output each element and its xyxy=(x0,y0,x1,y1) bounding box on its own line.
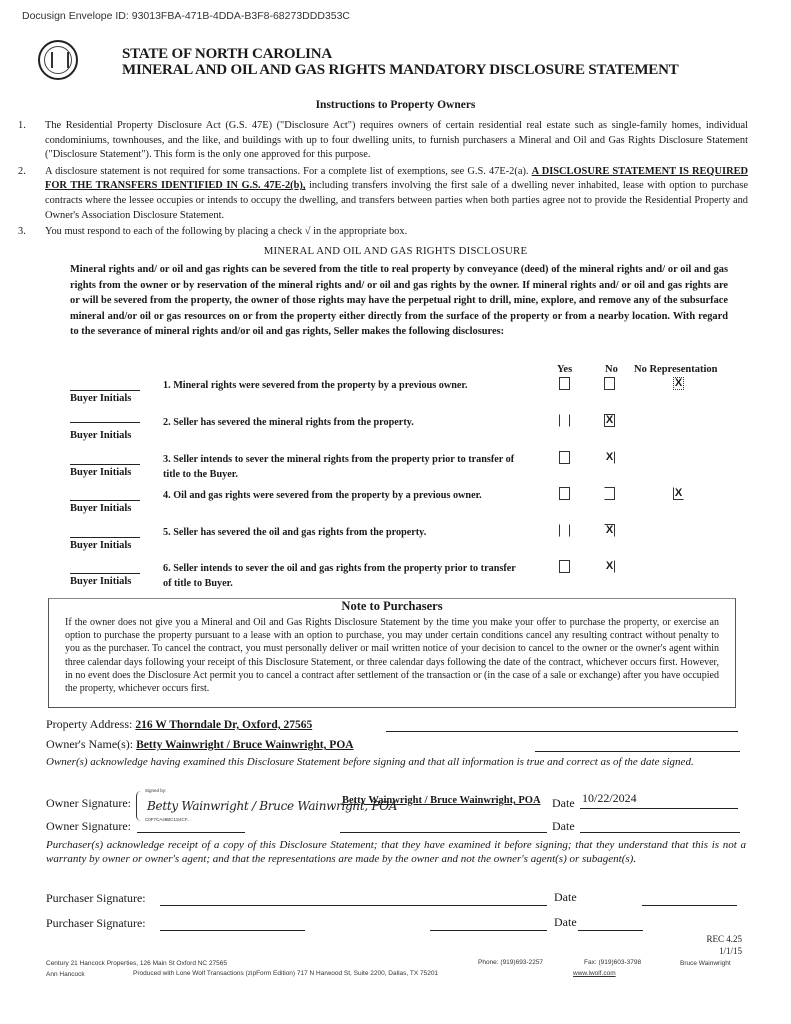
note-heading: Note to Purchasers xyxy=(341,599,443,613)
instruction-text-pre: A disclosure statement is not required for some transactions. For a complete list of exemptions, see G.S. 47E-2(a). xyxy=(45,165,532,177)
question-text: 3. Seller intends to sever the mineral rights from the property prior to transfer of title to the Buyer. xyxy=(163,454,515,480)
purchaser-signature-1-line[interactable] xyxy=(160,905,547,906)
buyer-initials-field[interactable] xyxy=(70,390,140,391)
instruction-text-emphasis: A DISCLOSURE STATEMENT IS REQUIRED FOR THE TRANSFERS IDENTIFIED IN G.S. 47E-2(b), xyxy=(45,165,749,192)
docusign-signature-block[interactable] xyxy=(136,788,398,822)
buyer-initials-label: Buyer Initials xyxy=(70,393,132,404)
purchaser-acknowledgement: Purchaser(s) acknowledge receipt of a copy of this Disclosure Statement; that they have examined it before signing; that they understand that this is not a warranty by owner or owner's agent; and that the representations are made by the owner and not the owner's agent(s) or subagent(s). xyxy=(46,839,746,865)
footer-brokerage: Century 21 Hancock Properties, 126 Main St Oxford NC 27565 xyxy=(46,960,228,967)
owner-signature-2-line-a[interactable] xyxy=(137,832,245,833)
buyer-initials-label: Buyer Initials xyxy=(70,540,132,551)
property-address-line xyxy=(386,731,738,732)
owner-signature-1-date-label: Date xyxy=(552,796,575,810)
title-line-1: STATE OF NORTH CAROLINA xyxy=(122,46,333,62)
question-row-6 xyxy=(0,560,791,598)
buyer-initials-label: Buyer Initials xyxy=(70,467,132,478)
instruction-text: You must respond to each of the following by placing a check √ in the appropriate box. xyxy=(45,226,408,238)
property-address-label: Property Address: xyxy=(46,717,133,731)
purchaser-signature-2-date-label: Date xyxy=(554,915,577,929)
footer-agent: Ann Hancock xyxy=(46,971,85,978)
column-no-representation: No Representation xyxy=(634,364,718,375)
instruction-text-post: including transfers involving the first sale of a dwelling never inhabited, lease with option to purchase contracts where the lessee occupies or intends to occupy the dwelling, and transfers between parties when both parties agree not to provide the Residential Property and Owner's Association Disclosure Statement. xyxy=(45,180,748,221)
footer-phone: Phone: (919)693-2257 xyxy=(478,959,544,966)
question-row-4 xyxy=(0,487,791,525)
question-row-3 xyxy=(0,451,791,489)
checkbox-no[interactable]: X xyxy=(605,560,614,572)
buyer-initials-field[interactable] xyxy=(70,573,140,574)
question-text: 1. Mineral rights were severed from the property by a previous owner. xyxy=(163,380,468,391)
checkbox-no[interactable]: X xyxy=(605,524,614,536)
checkbox-yes[interactable] xyxy=(559,524,570,537)
form-revision: 1/1/15 xyxy=(718,946,742,956)
instruction-text: The Residential Property Disclosure Act (G.S. 47E) ("Disclosure Act") requires owners of certain residential real estate such as single-family homes, individual condominiums, townhouses, and the like, and buildings with up to four dwelling units, to furnish purchasers a Mineral and Oil and Gas Rights Disclosure Statement ("Disclosure Statement"). This form is the only one approved for this purpose. xyxy=(45,120,748,161)
column-no: No xyxy=(605,364,618,375)
disclosure-heading: MINERAL AND OIL AND GAS RIGHTS DISCLOSURE xyxy=(263,245,528,257)
checkbox-no[interactable] xyxy=(604,377,615,390)
owner-signature-2-label: Owner Signature: xyxy=(46,819,131,833)
checkbox-yes[interactable] xyxy=(559,414,570,427)
purchaser-signature-2-label: Purchaser Signature: xyxy=(46,916,146,930)
owner-signature-2-date-label: Date xyxy=(552,819,575,833)
buyer-initials-label: Buyer Initials xyxy=(70,503,132,514)
property-address-value[interactable]: 216 W Thorndale Dr, Oxford, 27565 xyxy=(135,719,313,731)
question-row-1 xyxy=(0,377,791,415)
checkbox-yes[interactable] xyxy=(559,487,570,500)
owner-date-2-line[interactable] xyxy=(580,832,740,833)
purchaser-signature-1-label: Purchaser Signature: xyxy=(46,891,146,905)
owners-name-value[interactable]: Betty Wainwright / Bruce Wainwright, POA xyxy=(136,739,354,751)
instruction-item-2 xyxy=(18,165,748,223)
buyer-initials-field[interactable] xyxy=(70,500,140,501)
owners-name-label: Owner's Name(s): xyxy=(46,737,134,751)
footer-website-link[interactable]: www.lwolf.com xyxy=(573,970,616,977)
signed-by-label: Signed by: xyxy=(145,788,167,793)
owners-name-field xyxy=(46,737,354,752)
checkbox-no-representation[interactable]: X xyxy=(674,377,683,389)
purchaser-date-1-line[interactable] xyxy=(642,905,737,906)
checkbox-yes[interactable] xyxy=(559,377,570,390)
state-seal-icon xyxy=(38,40,78,80)
form-title xyxy=(122,46,679,78)
owner-signature-2-line-b[interactable] xyxy=(340,832,547,833)
owner-date-1-line xyxy=(580,808,738,809)
signature-certificate-id: C0F7CA48BC1S4CF... xyxy=(145,817,191,822)
question-text: 5. Seller has severed the oil and gas rights from the property. xyxy=(163,527,427,538)
checkbox-no[interactable]: X xyxy=(605,451,614,463)
purchaser-date-2-line[interactable] xyxy=(578,930,643,931)
owner-acknowledgement: Owner(s) acknowledge having examined this Disclosure Statement before signing and that all information is true and correct as of the date signed. xyxy=(46,756,694,768)
instructions-heading: Instructions to Property Owners xyxy=(315,99,476,111)
docusign-envelope-id: Docusign Envelope ID: 93013FBA-471B-4DDA-B3F8-68273DDD353C xyxy=(22,10,351,22)
purchaser-signature-2-line-a[interactable] xyxy=(160,930,305,931)
instructions-list xyxy=(18,119,748,242)
footer-client: Bruce Wainwright xyxy=(680,960,731,967)
question-row-5 xyxy=(0,524,791,562)
disclosure-body: Mineral rights and/ or oil and gas rights can be severed from the title to real property by conveyance (deed) of the mineral rights and/ or oil and gas rights from the owner or by reservation of the mineral rights and/ or oil and gas rights by the owner. If mineral rights and/ or oil and gas rights are or will be severed from the property, the owner of those rights may have the perpetual right to drill, mine, explore, and remove any of the subsurface mineral and/or oil or gas resources on or from the property either directly from the surface of the property or from a nearby location. With regard to the severance of mineral rights and/or oil and gas rights, Seller makes the following disclosures: xyxy=(70,264,728,337)
footer-produced-with: Produced with Lone Wolf Transactions (zipForm Edition) 717 N Harwood St, Suite 2200, Dallas, TX 75201 xyxy=(133,970,439,977)
checkbox-no-representation[interactable]: X xyxy=(674,487,683,499)
checkbox-yes[interactable] xyxy=(559,451,570,464)
note-body: If the owner does not give you a Mineral and Oil and Gas Rights Disclosure Statement by the time you make your offer to purchase the property, or exercise an option to purchase the property pursuant to a lease with an option to purchase, you may under certain conditions cancel any resulting contract without penalty to you as the purchaser. To cancel the contract, you must personally deliver or mail written notice of your decision to cancel to the owner or the owner's agent within three calendar days following your receipt of this Disclosure Statement, or three calendar days following the date of the contract, whichever occurs first. However, in no event does the Disclosure Act permit you to cancel a contract after settlement of the transaction or (in the case of a sale or exchange) after you have occupied the property, whichever occurs first. xyxy=(65,617,719,695)
instruction-item-3 xyxy=(18,225,748,240)
instruction-item-1 xyxy=(18,119,748,163)
instruction-number: 1. xyxy=(18,120,26,131)
instruction-text xyxy=(45,165,748,223)
property-address-field xyxy=(46,717,312,732)
buyer-initials-field[interactable] xyxy=(70,537,140,538)
checkbox-no[interactable]: X xyxy=(605,414,614,426)
note-to-purchasers-box xyxy=(48,598,736,708)
purchaser-signature-2-line-b[interactable] xyxy=(430,930,547,931)
buyer-initials-field[interactable] xyxy=(70,464,140,465)
owner-signature-1-label: Owner Signature: xyxy=(46,796,131,810)
question-text: 6. Seller intends to sever the oil and gas rights from the property prior to transfer of title to Buyer. xyxy=(163,563,516,589)
column-yes: Yes xyxy=(557,364,573,375)
question-row-2 xyxy=(0,414,791,452)
buyer-initials-label: Buyer Initials xyxy=(70,576,132,587)
checkbox-no[interactable] xyxy=(604,487,615,500)
footer-fax: Fax: (919)603-3798 xyxy=(584,959,642,966)
owner-signature-1-date-value[interactable]: 10/22/2024 xyxy=(582,791,637,805)
owner-printed-name: Betty Wainwright / Bruce Wainwright, POA xyxy=(342,795,541,806)
owners-name-line xyxy=(535,751,740,752)
question-text: 4. Oil and gas rights were severed from the property by a previous owner. xyxy=(163,490,482,501)
purchaser-signature-1-date-label: Date xyxy=(554,890,577,904)
buyer-initials-field[interactable] xyxy=(70,422,140,423)
instruction-number: 3. xyxy=(18,226,26,238)
handwritten-signature: Betty Wainwright / Bruce Wainwright, POA xyxy=(147,799,398,813)
question-text: 2. Seller has severed the mineral rights from the property. xyxy=(163,417,414,428)
instruction-number: 2. xyxy=(18,165,26,177)
title-line-2: MINERAL AND OIL AND GAS RIGHTS MANDATORY DISCLOSURE STATEMENT xyxy=(122,62,679,78)
form-code: REC 4.25 xyxy=(706,934,742,944)
checkbox-yes[interactable] xyxy=(559,560,570,573)
buyer-initials-label: Buyer Initials xyxy=(70,430,132,441)
